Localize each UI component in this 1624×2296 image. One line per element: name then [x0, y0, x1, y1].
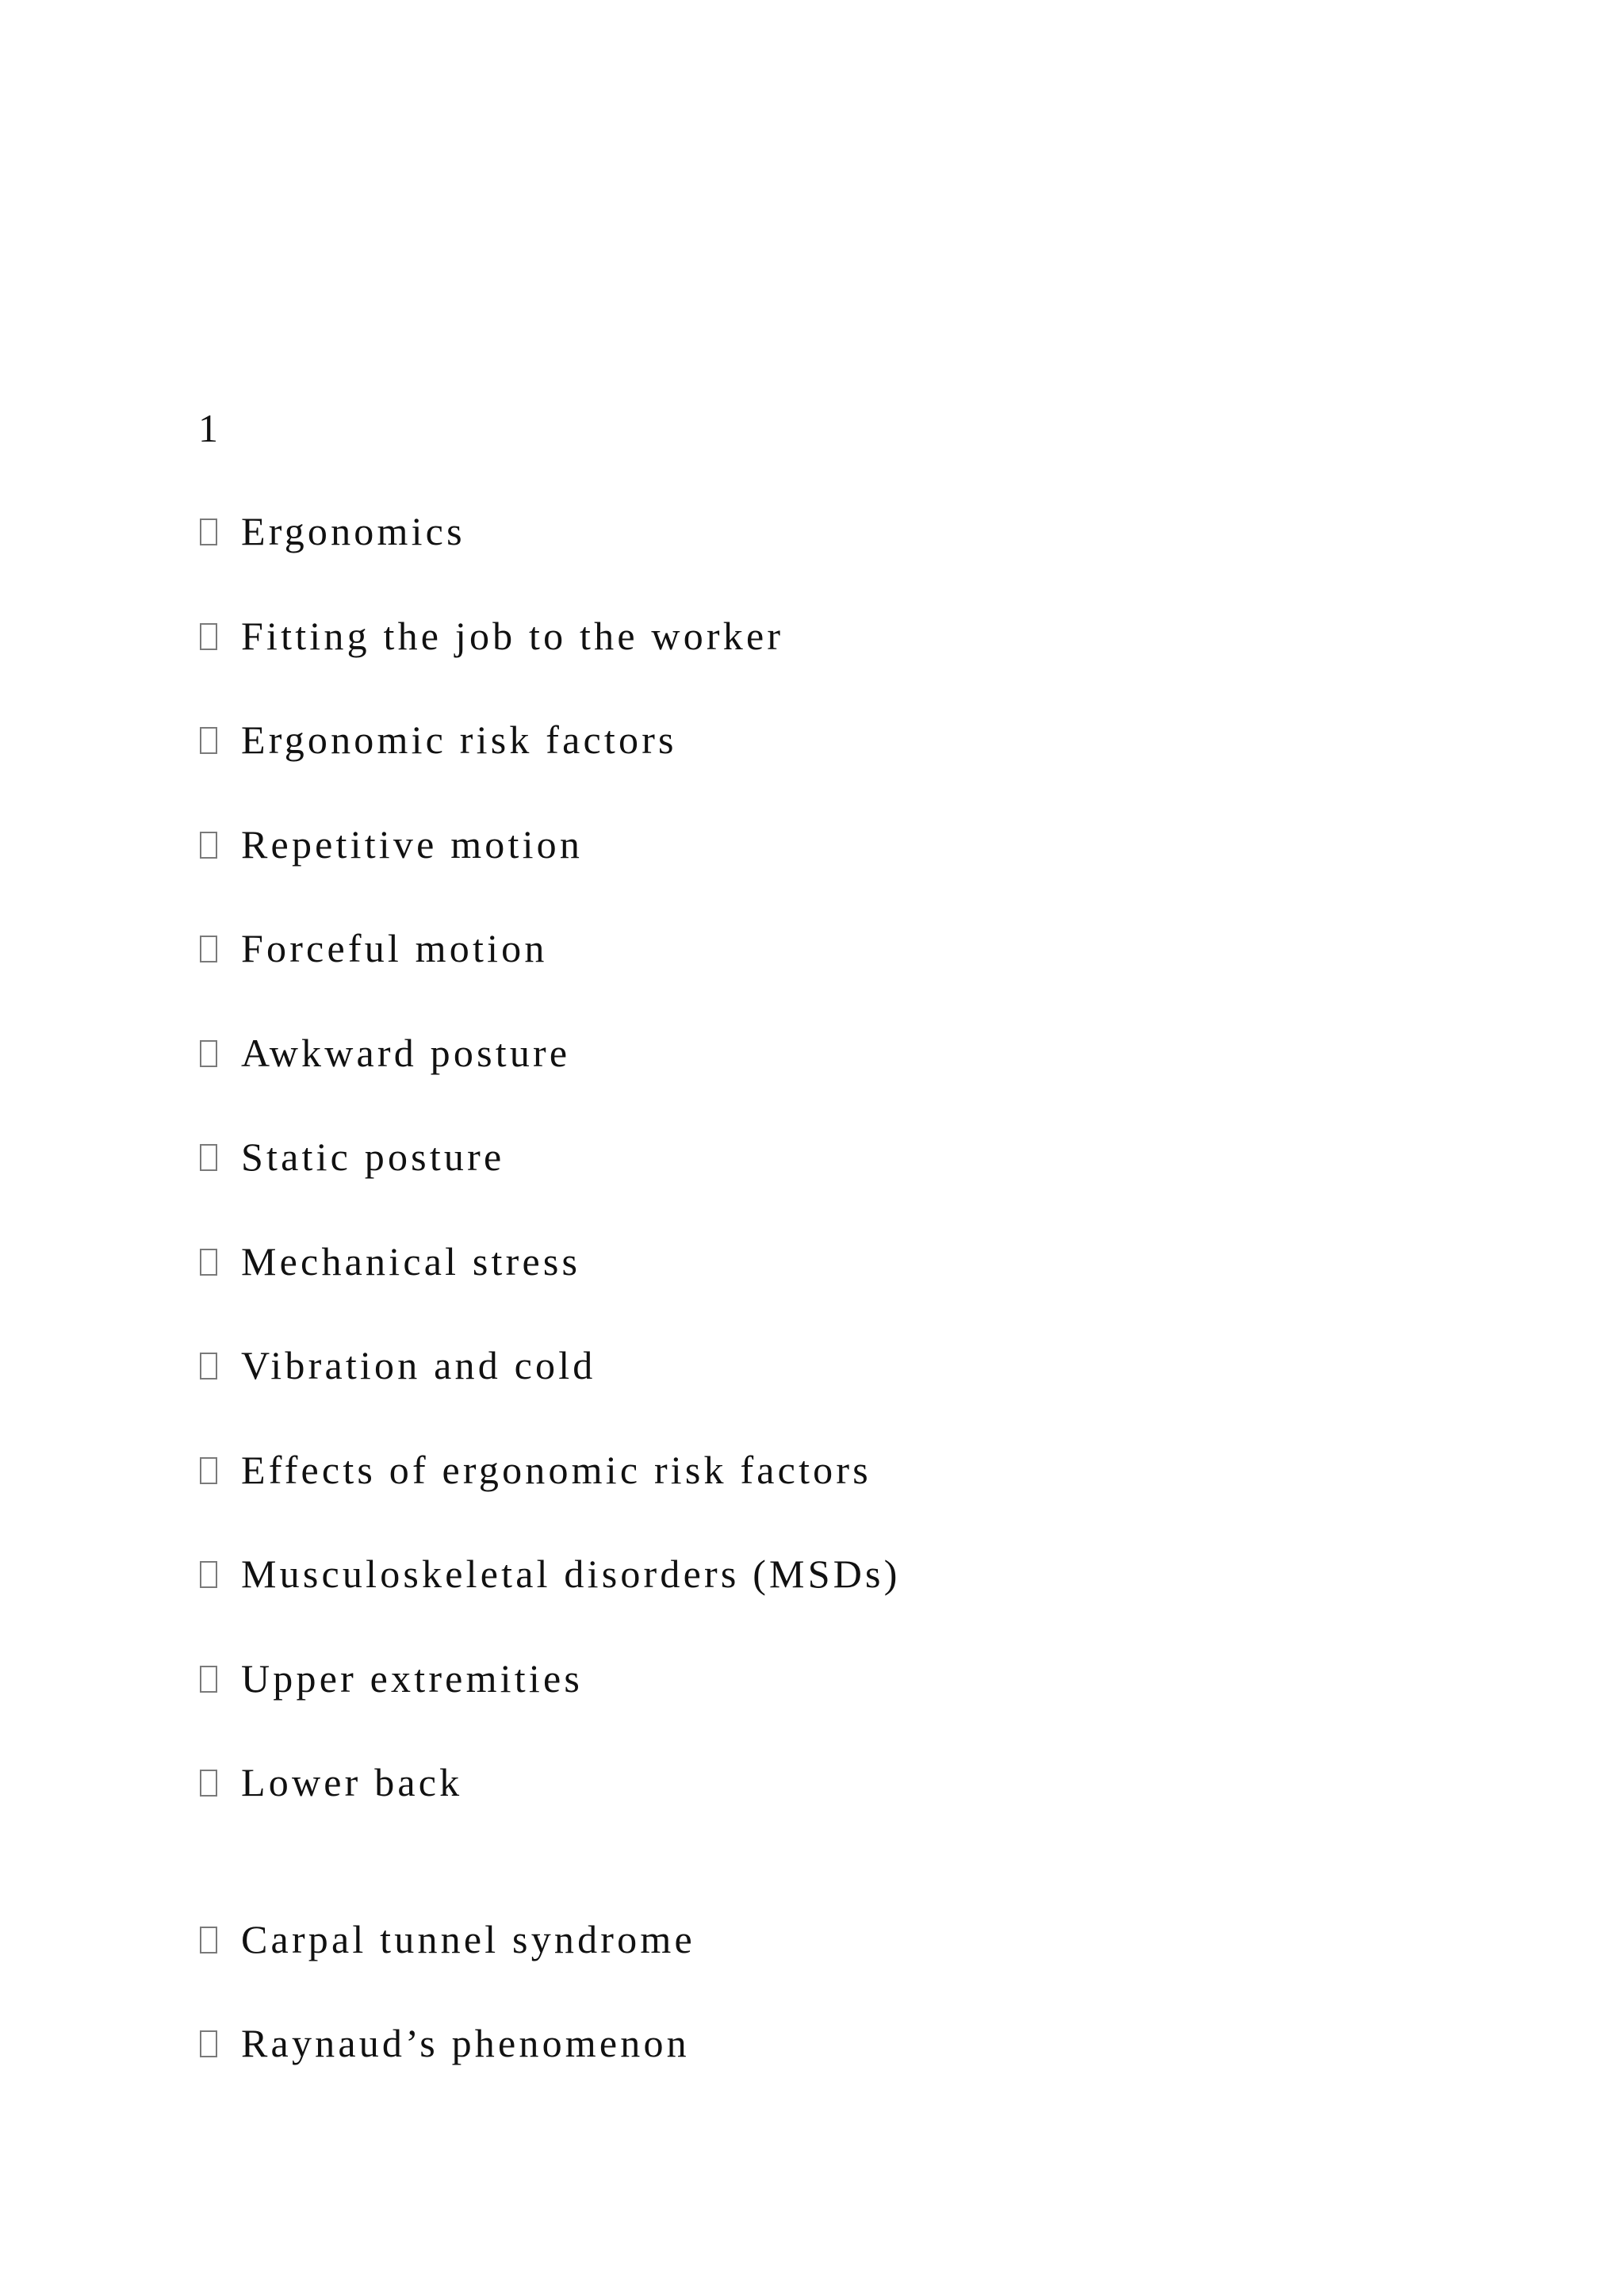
missing-glyph-box-icon	[200, 727, 217, 754]
missing-glyph-box-icon	[200, 1144, 217, 1171]
missing-glyph-box-icon	[200, 1770, 217, 1797]
list-item	[200, 716, 677, 763]
missing-glyph-box-icon	[200, 1040, 217, 1067]
page-number: 1	[198, 406, 220, 450]
list-item	[200, 1341, 596, 1389]
list-item-text: Carpal tunnel syndrome	[241, 1917, 695, 1961]
list-item-text: Musculoskeletal disorders (MSDs)	[241, 1552, 901, 1596]
list-item	[200, 1655, 583, 1702]
missing-glyph-box-icon	[200, 623, 217, 650]
list-item	[200, 1029, 570, 1077]
missing-glyph-box-icon	[200, 1561, 217, 1588]
list-item	[200, 507, 465, 555]
list-item-text: Effects of ergonomic risk factors	[241, 1448, 871, 1492]
list-item	[200, 924, 548, 972]
list-item	[200, 821, 583, 868]
list-item	[200, 2019, 690, 2067]
list-item-text: Fitting the job to the worker	[241, 614, 784, 658]
missing-glyph-box-icon	[200, 1927, 217, 1954]
list-item-text: Forceful motion	[241, 926, 548, 970]
list-item-text: Static posture	[241, 1135, 505, 1179]
missing-glyph-box-icon	[200, 1249, 217, 1276]
list-item-text: Upper extremities	[241, 1656, 583, 1701]
missing-glyph-box-icon	[200, 936, 217, 962]
missing-glyph-box-icon	[200, 1353, 217, 1380]
list-item	[200, 1133, 504, 1181]
list-item	[200, 612, 783, 660]
list-item-text: Repetitive motion	[241, 822, 584, 867]
list-item-text: Ergonomic risk factors	[241, 718, 677, 762]
list-item	[200, 1550, 901, 1598]
missing-glyph-box-icon	[200, 1666, 217, 1693]
list-item	[200, 1915, 695, 1963]
list-item	[200, 1758, 462, 1806]
missing-glyph-box-icon	[200, 832, 217, 859]
list-item-text: Vibration and cold	[241, 1343, 596, 1387]
missing-glyph-box-icon	[200, 519, 217, 545]
list-item-text: Ergonomics	[241, 509, 465, 553]
list-item-text: Raynaud’s phenomenon	[241, 2021, 690, 2065]
list-item	[200, 1446, 871, 1494]
list-item-text: Lower back	[241, 1760, 463, 1804]
list-item-text: Awkward posture	[241, 1031, 571, 1075]
missing-glyph-box-icon	[200, 1457, 217, 1484]
missing-glyph-box-icon	[200, 2030, 217, 2057]
list-item	[200, 1238, 580, 1285]
list-item-text: Mechanical stress	[241, 1239, 581, 1284]
